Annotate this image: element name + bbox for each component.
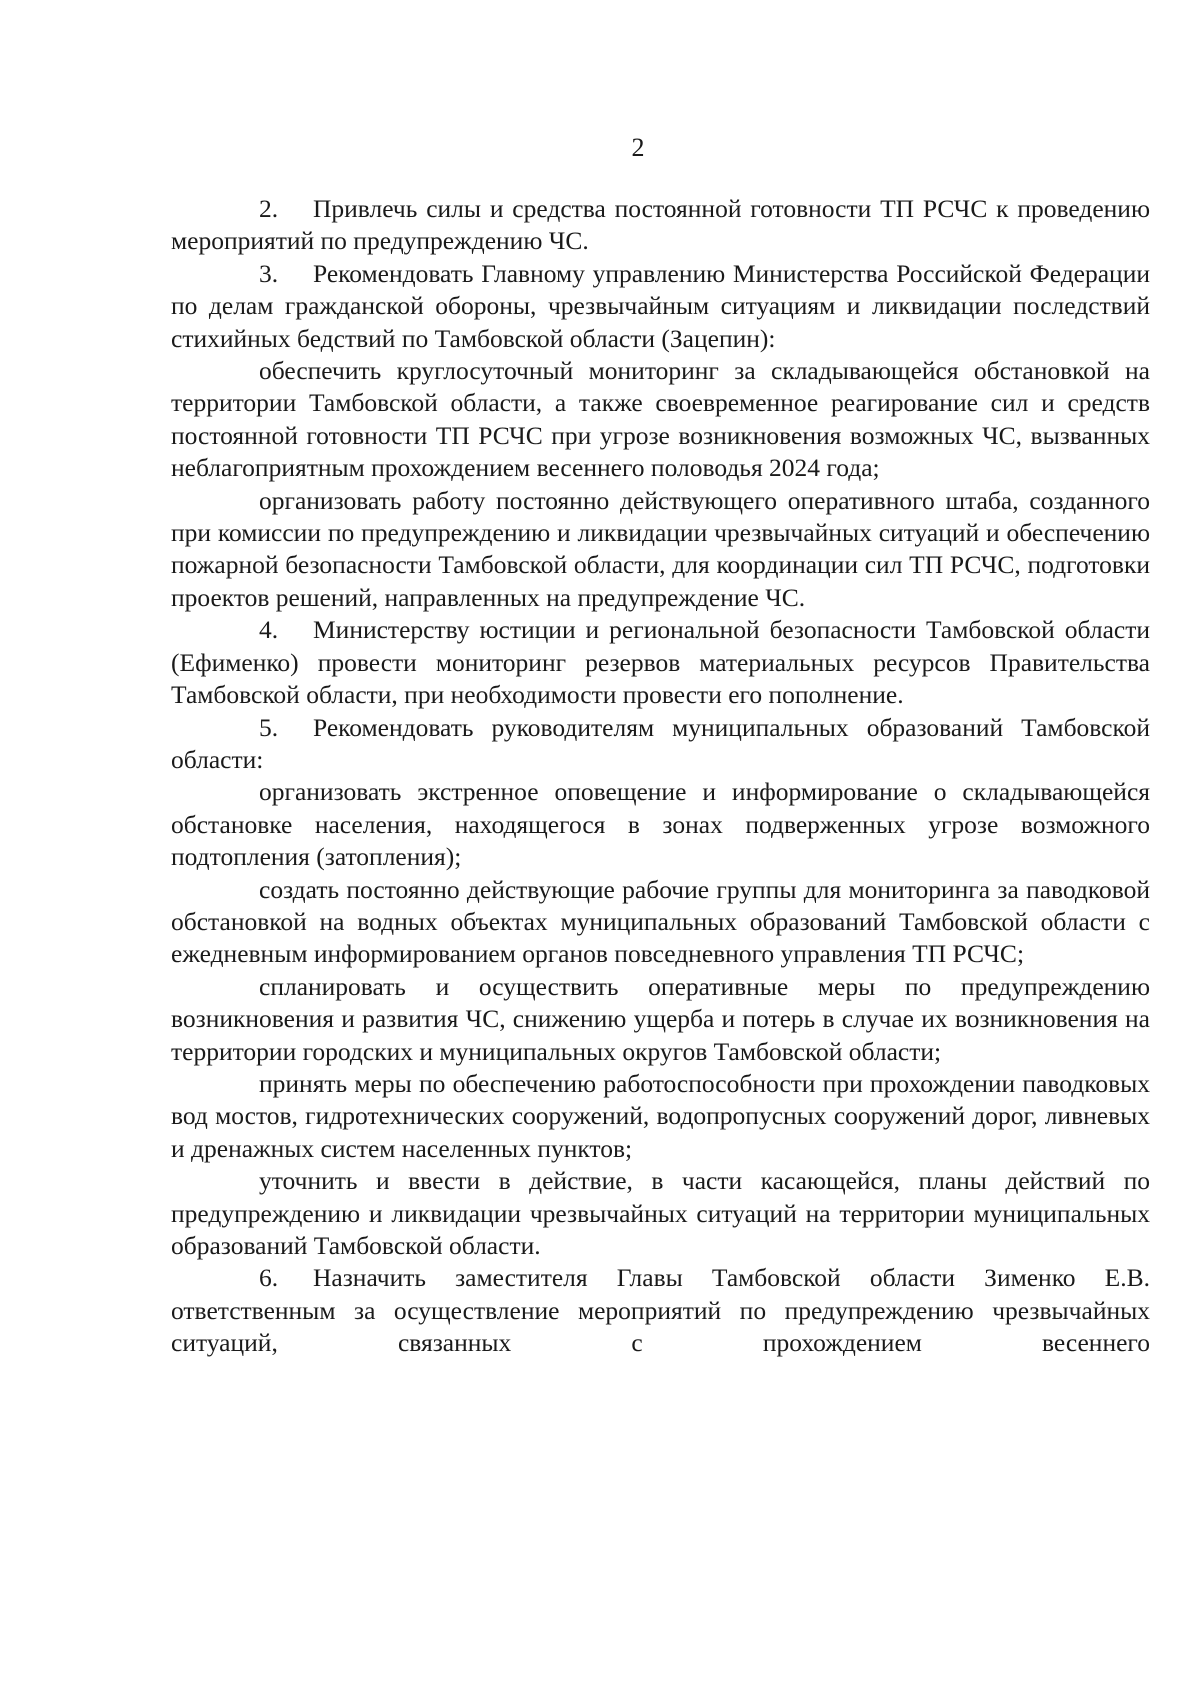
paragraph-text: Рекомендовать Главному управлению Министерства Российской Федерации по делам гражданской обороны, чрезвычайным ситуациям и ликвидации последствий стихийных бедствий по Тамбовской области (Зацепин): [171,258,1150,353]
paragraph-text: спланировать и осуществить оперативные меры по предупреждению возникновения и развития ЧС, снижению ущерба и потерь в случае их возникновения на территории городских и муниципальных округов Тамбовской области; [171,971,1150,1066]
paragraph-text: организовать работу постоянно действующего оперативного штаба, созданного при комиссии по предупреждению и ликвидации чрезвычайных ситуаций и обеспечению пожарной безопасности Тамбовской области, для координации сил ТП РСЧС, подготовки проектов решений, направленных на предупреждение ЧС. [171,485,1150,612]
paragraph-2 [171,193,1150,258]
paragraph-text: Назначить заместителя Главы Тамбовской области Зименко Е.В. ответственным за осуществление мероприятий по предупреждению чрезвычайных ситуаций, связанных с прохождением весеннего [171,1263,1150,1358]
subparagraph-3-monitoring [171,355,1150,485]
paragraph-6 [171,1262,1150,1359]
subparagraph-5-measures [171,971,1150,1068]
subparagraph-3-staff [171,485,1150,615]
subparagraph-5-alert [171,776,1150,873]
paragraph-4 [171,614,1150,711]
paragraph-number: 5. [259,712,279,742]
subparagraph-5-plans [171,1165,1150,1262]
paragraph-text: Рекомендовать руководителям муниципальных образований Тамбовской области: [171,712,1150,774]
paragraph-number: 6. [259,1263,279,1293]
paragraph-text: Министерству юстиции и региональной безопасности Тамбовской области (Ефименко) провести мониторинг резервов материальных ресурсов Правительства Тамбовской области, при необходимости провести его пополнение. [171,615,1150,710]
subparagraph-5-groups [171,874,1150,971]
paragraph-number: 3. [259,258,279,288]
paragraph-text: Привлечь силы и средства постоянной готовности ТП РСЧС к проведению мероприятий по предупреждению ЧС. [171,194,1150,256]
paragraph-3 [171,258,1150,355]
paragraph-text: обеспечить круглосуточный мониторинг за складывающейся обстановкой на территории Тамбовской области, а также своевременное реагирование сил и средств постоянной готовности ТП РСЧС при угрозе возникновения возможных ЧС, вызванных неблагоприятным прохождением весеннего половодья 2024 года; [171,356,1150,483]
paragraph-text: создать постоянно действующие рабочие группы для мониторинга за паводковой обстановкой на водных объектах муниципальных образований Тамбовской области с ежедневным информированием органов повседневного управления ТП РСЧС; [171,874,1150,969]
paragraph-number: 2. [259,194,279,223]
paragraph-text: организовать экстренное оповещение и информирование о складывающейся обстановке населения, находящегося в зонах подверженных угрозе возможного подтопления (затопления); [171,777,1150,872]
paragraph-5 [171,712,1150,777]
document-body [171,193,1150,1360]
paragraph-text: принять меры по обеспечению работоспособности при прохождении паводковых вод мостов, гидротехнических сооружений, водопропусных сооружений дорог, ливневых и дренажных систем населенных пунктов; [171,1068,1150,1163]
paragraph-number: 4. [259,615,279,645]
paragraph-text: уточнить и ввести в действие, в части касающейся, планы действий по предупреждению и ликвидации чрезвычайных ситуаций на территории муниципальных образований Тамбовской области. [171,1166,1150,1260]
subparagraph-5-infrastructure [171,1068,1150,1165]
page-number: 2 [631,133,645,162]
